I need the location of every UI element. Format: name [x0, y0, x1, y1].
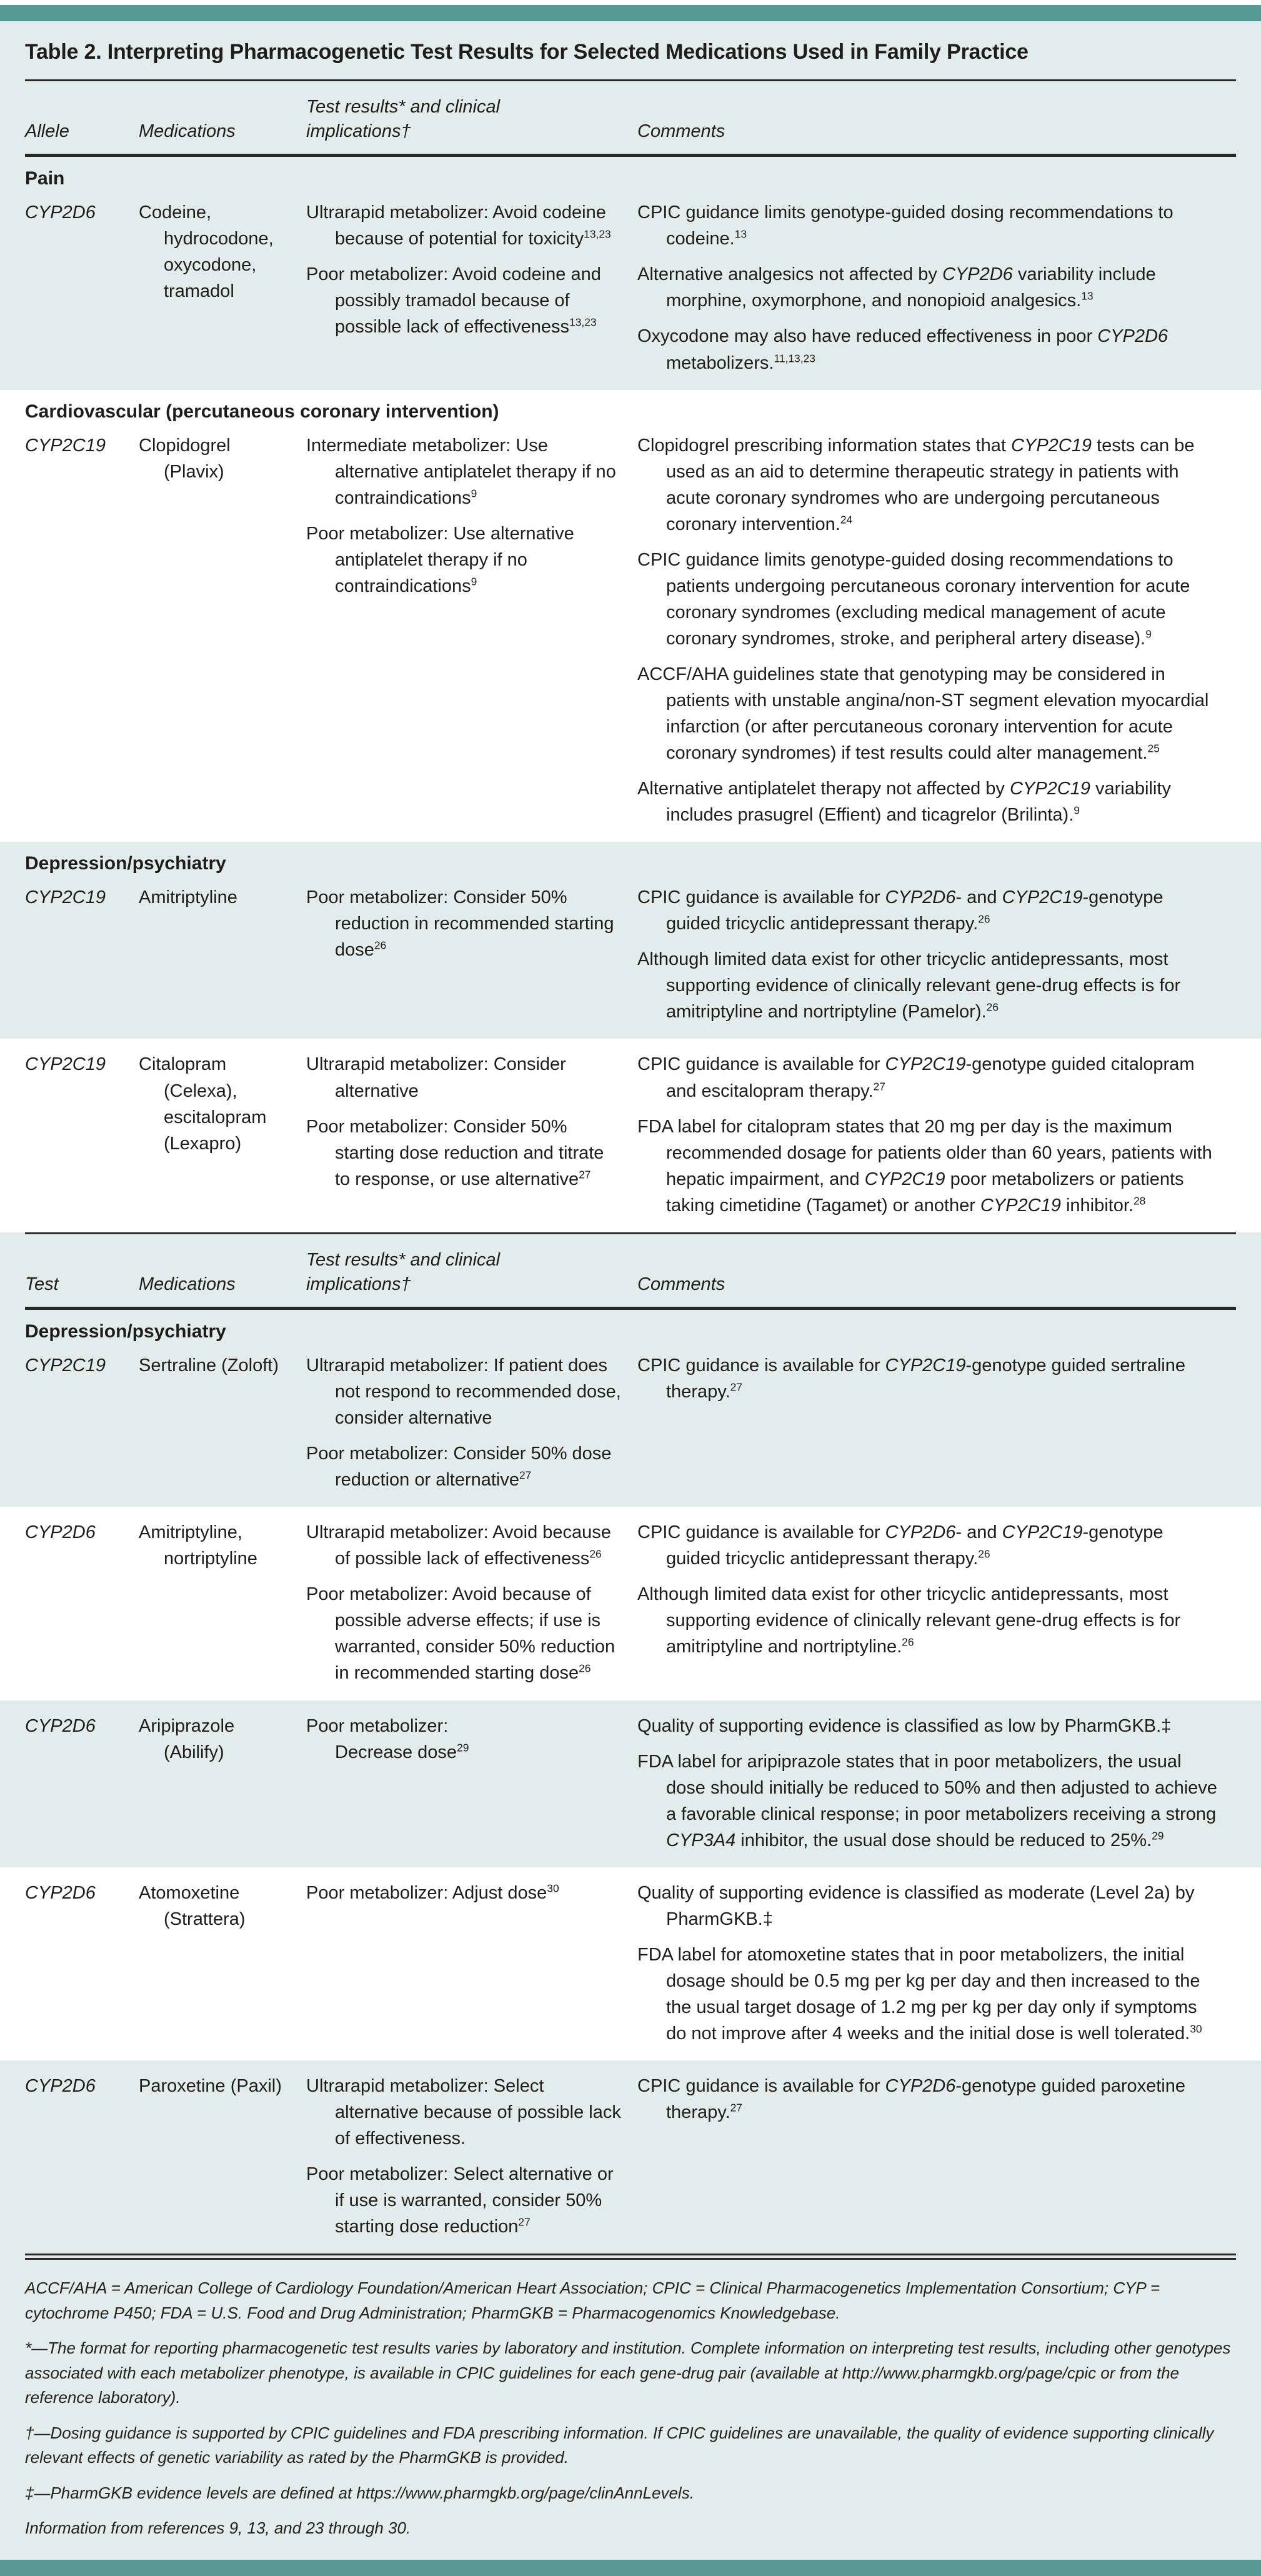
col-header-comments: Comments — [637, 1274, 725, 1294]
comment-paragraph: FDA label for citalopram states that 20 mg per day is the maximum recommended dosage for patients older than 60 years, patients with hepatic impairment, and CYP2C19 poor metabolizers or patients taking cimetidine (Tagamet) or another CYP2C19 inhibitor.$^{28}$ — [637, 1116, 1212, 1216]
section-depression-1 — [0, 842, 1261, 1039]
result-paragraph: Intermediate metabolizer: Use alternative antiplatelet therapy if no contraindications$^9$ — [306, 435, 616, 508]
col-header-test: Test — [25, 1274, 59, 1294]
footnote-divider — [25, 2254, 1236, 2260]
cell-medications: Citalopram (Celexa), escitalopram (Lexapro) — [139, 1054, 267, 1154]
section-citalopram — [0, 1039, 1261, 1232]
table-row-aripiprazole — [25, 1700, 1236, 1867]
cell-test-results — [306, 1880, 637, 2047]
result-paragraph: Poor metabolizer: Select alternative or if use is warranted, consider 50% starting dose reduction$^{27}$ — [306, 2164, 614, 2237]
column-header-row-1 — [25, 81, 1236, 154]
result-paragraph: Poor metabolizer: Consider 50% reduction in recommended starting dose$^{26}$ — [306, 887, 614, 961]
footnote-asterisk: *—The format for reporting pharmacogenetic test results varies by laboratory and institution. Complete information on interpreting test results, including other genotypes associated with each metabolizer phenotype, is available in CPIC guidelines for each gene-drug pair (available at http://www.pharmgkb.org/page/cpic or from the reference laboratory). — [25, 2339, 1231, 2407]
cell-test-results — [306, 432, 637, 829]
comment-paragraph: Oxycodone may also have reduced effectiveness in poor CYP2D6 metabolizers.$^{11,13,23}$ — [637, 326, 1169, 373]
cell-medications: Amitriptyline, nortriptyline — [139, 1522, 257, 1569]
result-paragraph: Poor metabolizer: Consider 50% dose reduction or alternative$^{27}$ — [306, 1444, 612, 1490]
cell-comments — [637, 884, 1236, 1025]
footnote-double-dagger: ‡—PharmGKB evidence levels are defined at https://www.pharmgkb.org/page/clinAnnLevels. — [25, 2483, 694, 2502]
cell-medications: Amitriptyline — [139, 887, 237, 908]
cell-comments — [637, 1051, 1236, 1218]
comment-paragraph: ACCF/AHA guidelines state that genotyping may be considered in patients with unstable angina/non-ST segment elevation myocardial infarction (or after percutaneous coronary intervention for acute coronary syndromes) if test results could alter management.$^{25}$ — [637, 664, 1209, 764]
cell-medications: Clopidogrel (Plavix) — [139, 435, 231, 482]
section-paroxetine — [0, 2060, 1261, 2254]
col-header-medications: Medications — [139, 121, 236, 142]
comment-paragraph: CPIC guidance is available for CYP2C19-genotype guided citalopram and escitalopram therapy.$^{27}$ — [637, 1054, 1195, 1101]
section-tricyclics — [0, 1507, 1261, 1700]
table-row-atomoxetine — [25, 1867, 1236, 2060]
cell-medications: Codeine, hydrocodone, oxycodone, tramadol — [139, 202, 274, 302]
cell-allele: CYP2C19 — [25, 1355, 106, 1376]
column-header-row-2 — [25, 1234, 1236, 1307]
footnote-source: Information from references 9, 13, and 23 through 30. — [25, 2519, 411, 2538]
section-aripiprazole — [0, 1700, 1261, 1867]
comment-paragraph: Alternative analgesics not affected by CYP2D6 variability include morphine, oxymorphone, and nonopioid analgesics.$^{13}$ — [637, 264, 1156, 311]
section-pain — [0, 157, 1261, 389]
footnote-abbreviations: ACCF/AHA = American College of Cardiology Foundation/American Heart Association; CPIC = Clinical Pharmacogenetics Implementation Consortium; CYP = cytochrome P450; FDA = U.S. Food and Drug Administration; PharmGKB = Pharmacogenomics Knowledgebase. — [25, 2279, 1160, 2322]
top-accent-bar — [0, 5, 1261, 21]
cell-comments — [637, 432, 1236, 829]
result-paragraph: Poor metabolizer: Use alternative antiplatelet therapy if no contraindications$^9$ — [306, 523, 574, 596]
comment-paragraph: Quality of supporting evidence is classified as moderate (Level 2a) by PharmGKB.‡ — [637, 1882, 1195, 1929]
col-header-test-results: Test results* and clinical implications† — [306, 97, 501, 142]
cell-test-results — [306, 1713, 637, 1854]
cell-test-results — [306, 199, 637, 376]
comment-paragraph: Alternative antiplatelet therapy not affected by CYP2C19 variability includes prasugrel (Effient) and ticagrelor (Brilinta).$^9$ — [637, 779, 1171, 826]
result-paragraph: Ultrarapid metabolizer: If patient does not respond to recommended dose, consider alternative — [306, 1355, 621, 1429]
section-cardiovascular — [0, 390, 1261, 842]
table-row-paroxetine — [25, 2060, 1236, 2254]
cell-allele: CYP2D6 — [25, 2076, 96, 2097]
bottom-accent-bar — [0, 2560, 1261, 2576]
comment-paragraph: CPIC guidance is available for CYP2C19-genotype guided sertraline therapy.$^{27}$ — [637, 1355, 1185, 1402]
comment-paragraph: FDA label for aripiprazole states that in poor metabolizers, the usual dose should initially be reduced to 50% and then adjusted to achieve a favorable clinical response; in poor metabolizers receiving a strong CYP3A4 inhibitor, the usual dose should be reduced to 25%.$^{29}$ — [637, 1751, 1217, 1850]
result-paragraph: Poor metabolizer: Adjust dose$^{30}$ — [306, 1882, 559, 1903]
cell-test-results — [306, 1352, 637, 1493]
section-heading-pain: Pain — [25, 168, 65, 189]
cell-allele: CYP2C19 — [25, 435, 106, 456]
cell-medications: Paroxetine (Paxil) — [139, 2076, 282, 2097]
comment-paragraph: CPIC guidance limits genotype-guided dosing recommendations to codeine.$^{13}$ — [637, 202, 1174, 249]
result-paragraph: Ultrarapid metabolizer: Select alternative because of possible lack of effectiveness. — [306, 2076, 621, 2149]
cell-test-results — [306, 2073, 637, 2240]
result-paragraph: Poor metabolizer: Consider 50% starting dose reduction and titrate to response, or use alternative$^{27}$ — [306, 1116, 604, 1189]
comment-paragraph: CPIC guidance is available for CYP2D6- and CYP2C19-genotype guided tricyclic antidepressant therapy.$^{26}$ — [637, 1522, 1164, 1569]
second-table-part — [0, 1232, 1261, 1507]
footnotes — [25, 2260, 1236, 2560]
comment-paragraph: Although limited data exist for other tricyclic antidepressants, most supporting evidence of clinically relevant gene-drug effects is for amitriptyline and nortriptyline (Pamelor).$^{26}$ — [637, 949, 1181, 1022]
cell-comments — [637, 1352, 1236, 1493]
table-title: Table 2. Interpreting Pharmacogenetic Test Results for Selected Medications Used in Family Practice — [25, 40, 1029, 64]
cell-medications: Atomoxetine (Strattera) — [139, 1882, 246, 1929]
section-heading-depression-2: Depression/psychiatry — [25, 1321, 226, 1342]
comment-paragraph: CPIC guidance is available for CYP2D6-genotype guided paroxetine therapy.$^{27}$ — [637, 2076, 1185, 2123]
comment-paragraph: CPIC guidance limits genotype-guided dosing recommendations to patients undergoing percutaneous coronary intervention for acute coronary syndromes (excluding medical management of acute coronary syndromes, stroke, and peripheral artery disease).$^9$ — [637, 549, 1190, 649]
result-paragraph: Poor metabolizer: Decrease dose$^{29}$ — [306, 1715, 469, 1762]
cell-test-results — [306, 884, 637, 1025]
cell-allele: CYP2C19 — [25, 1054, 106, 1075]
table-row-codeine — [25, 196, 1236, 389]
cell-test-results — [306, 1519, 637, 1686]
col-header-comments: Comments — [637, 121, 725, 142]
cell-comments — [637, 199, 1236, 376]
table-row-tricyclics — [25, 1507, 1236, 1700]
cell-allele: CYP2D6 — [25, 1522, 96, 1543]
top-margin — [0, 0, 1261, 5]
cell-comments — [637, 1880, 1236, 2047]
section-heading-cardiovascular: Cardiovascular (percutaneous coronary intervention) — [25, 401, 499, 422]
comment-paragraph: CPIC guidance is available for CYP2D6- and CYP2C19-genotype guided tricyclic antidepressant therapy.$^{26}$ — [637, 887, 1164, 934]
result-paragraph: Poor metabolizer: Avoid codeine and possibly tramadol because of possible lack of effectiveness$^{13,23}$ — [306, 264, 601, 337]
cell-allele: CYP2D6 — [25, 1882, 96, 1903]
cell-allele: CYP2C19 — [25, 887, 106, 908]
comment-paragraph: FDA label for atomoxetine states that in poor metabolizers, the initial dosage should be 0.5 mg per kg per day and then increased to the the usual target dosage of 1.2 mg per kg per day only if symptoms do not improve after 4 weeks and the initial dose is well tolerated.$^{30}$ — [637, 1944, 1202, 2044]
result-paragraph: Ultrarapid metabolizer: Avoid codeine because of potential for toxicity$^{13,23}$ — [306, 202, 611, 249]
cell-medications: Aripiprazole (Abilify) — [139, 1715, 235, 1762]
footnote-block — [0, 2254, 1261, 2560]
result-paragraph: Poor metabolizer: Avoid because of possible adverse effects; if use is warranted, consider 50% reduction in recommended starting dose$^{26}$ — [306, 1584, 616, 1684]
table-row-citalopram — [25, 1039, 1236, 1232]
result-paragraph: Ultrarapid metabolizer: Avoid because of possible lack of effectiveness$^{26}$ — [306, 1522, 611, 1569]
cell-allele: CYP2D6 — [25, 1715, 96, 1736]
cell-comments — [637, 1519, 1236, 1686]
table-row-clopidogrel — [25, 429, 1236, 842]
section-atomoxetine — [0, 1867, 1261, 2060]
cell-medications: Sertraline (Zoloft) — [139, 1355, 279, 1376]
result-paragraph: Ultrarapid metabolizer: Consider alternative — [306, 1054, 566, 1101]
table-row-sertraline — [25, 1349, 1236, 1507]
cell-test-results — [306, 1051, 637, 1218]
cell-comments — [637, 2073, 1236, 2240]
footnote-dagger: †—Dosing guidance is supported by CPIC guidelines and FDA prescribing information. If CPIC guidelines are unavailable, the quality of evidence supporting clinically relevant effects of genetic variability as rated by the PharmGKB is provided. — [25, 2423, 1214, 2467]
section-heading-depression-1: Depression/psychiatry — [25, 853, 226, 874]
table-row-amitriptyline — [25, 881, 1236, 1039]
comment-paragraph: Clopidogrel prescribing information states that CYP2C19 tests can be used as an aid to determine therapeutic strategy in patients with acute coronary syndromes who are undergoing percutaneous coronary intervention.$^{24}$ — [637, 435, 1195, 534]
comment-paragraph: Although limited data exist for other tricyclic antidepressants, most supporting evidence of clinically relevant gene-drug effects is for amitriptyline and nortriptyline.$^{26}$ — [637, 1584, 1181, 1657]
cell-allele: CYP2D6 — [25, 202, 96, 223]
col-header-medications: Medications — [139, 1274, 236, 1294]
col-header-allele: Allele — [25, 121, 69, 142]
cell-comments — [637, 1713, 1236, 1854]
col-header-test-results: Test results* and clinical implications† — [306, 1249, 501, 1294]
table-header-block — [0, 21, 1261, 157]
comment-paragraph: Quality of supporting evidence is classified as low by PharmGKB.‡ — [637, 1715, 1172, 1736]
